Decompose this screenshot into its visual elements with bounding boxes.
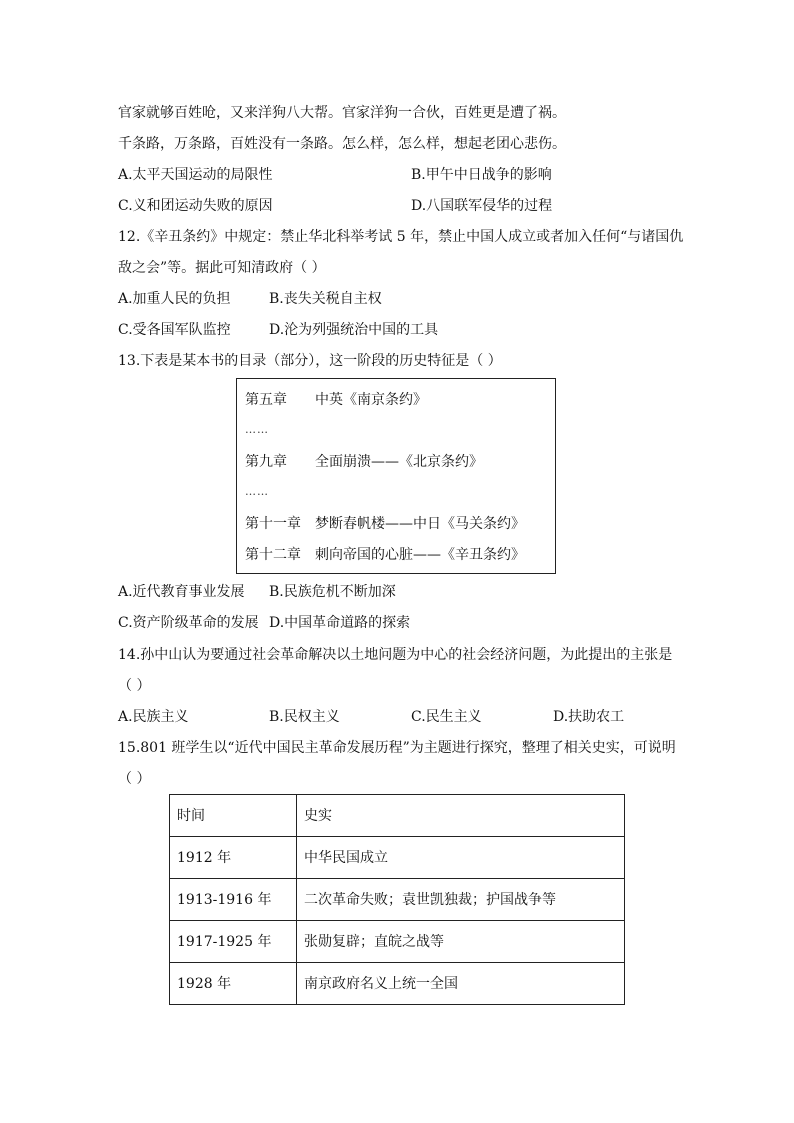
history-table xyxy=(169,794,625,1005)
q14-answer-blank: （ ） xyxy=(118,678,151,694)
q14-option-a: A.民族主义 xyxy=(118,709,189,725)
q13-option-d: D.中国革命道路的探索 xyxy=(269,615,411,631)
q13-option-c: C.资产阶级革命的发展 xyxy=(118,615,259,631)
q14-option-c: C.民生主义 xyxy=(411,709,482,725)
table-row xyxy=(170,879,625,921)
table-header-row xyxy=(170,795,625,837)
q12-option-a: A.加重人民的负担 xyxy=(118,291,231,307)
table-cell-time: 1913-1916 年 xyxy=(170,879,297,921)
table-row xyxy=(170,837,625,879)
toc-chapter: 第五章 xyxy=(245,392,287,408)
q12-option-c: C.受各国军队监控 xyxy=(118,322,231,338)
table-cell-fact: 张勋复辟；直皖之战等 xyxy=(297,921,625,963)
toc-ellipsis: …… xyxy=(245,423,269,436)
table-cell-time: 1912 年 xyxy=(170,837,297,879)
table-cell-fact: 南京政府名义上统一全国 xyxy=(297,963,625,1005)
q14-option-b: B.民权主义 xyxy=(269,709,340,725)
q12-option-d: D.沦为列强统治中国的工具 xyxy=(269,322,439,338)
song-line-2: 千条路，万条路，百姓没有一条路。怎么样，怎么样，想起老团心悲伤。 xyxy=(118,136,566,152)
table-cell-time: 1928 年 xyxy=(170,963,297,1005)
q12-stem-line-1: 12.《辛丑条约》中规定：禁止华北科举考试 5 年，禁止中国人成立或者加入任何“与诸国仇 xyxy=(118,229,684,245)
table-of-contents-box xyxy=(236,378,556,574)
table-row xyxy=(170,963,625,1005)
q11-option-c: C.义和团运动失败的原因 xyxy=(118,198,273,214)
q14-option-d: D.扶助农工 xyxy=(553,709,625,725)
toc-row xyxy=(245,391,427,409)
q15-answer-blank: （ ） xyxy=(118,771,151,787)
song-line-1: 官家就够百姓呛，又来洋狗八大帮。官家洋狗一合伙，百姓更是遭了祸。 xyxy=(118,105,566,121)
q14-stem: 14.孙中山认为要通过社会革命解决以土地问题为中心的社会经济问题，为此提出的主张是 xyxy=(118,647,673,663)
toc-chapter: 第十二章 xyxy=(245,547,301,563)
toc-chapter: 第十一章 xyxy=(245,516,301,532)
table-cell-fact: 中华民国成立 xyxy=(297,837,625,879)
toc-row xyxy=(245,515,525,533)
toc-row xyxy=(245,453,483,471)
q11-option-a: A.太平天国运动的局限性 xyxy=(118,167,273,183)
q11-option-d: D.八国联军侵华的过程 xyxy=(411,198,553,214)
table-header-fact: 史实 xyxy=(297,795,625,837)
toc-ellipsis: …… xyxy=(245,485,269,498)
toc-row xyxy=(245,546,525,564)
table-cell-time: 1917-1925 年 xyxy=(170,921,297,963)
toc-title: 刺向帝国的心脏——《辛丑条约》 xyxy=(315,547,525,563)
table-cell-fact: 二次革命失败；袁世凯独裁；护国战争等 xyxy=(297,879,625,921)
q12-stem-line-2: 敌之会”等。据此可知清政府（ ） xyxy=(118,260,326,276)
table-row xyxy=(170,921,625,963)
q13-stem: 13.下表是某本书的目录（部分），这一阶段的历史特征是（ ） xyxy=(118,353,502,369)
q15-stem: 15.801 班学生以“近代中国民主革命发展历程”为主题进行探究，整理了相关史实，可说明 xyxy=(118,740,676,756)
table-header-time: 时间 xyxy=(170,795,297,837)
toc-title: 全面崩溃——《北京条约》 xyxy=(315,454,483,470)
q11-option-b: B.甲午中日战争的影响 xyxy=(411,167,552,183)
toc-title: 中英《南京条约》 xyxy=(315,392,427,408)
q13-option-a: A.近代教育事业发展 xyxy=(118,584,245,600)
toc-title: 梦断春帆楼——中日《马关条约》 xyxy=(315,516,525,532)
toc-chapter: 第九章 xyxy=(245,454,287,470)
q13-option-b: B.民族危机不断加深 xyxy=(269,584,396,600)
q12-option-b: B.丧失关税自主权 xyxy=(269,291,382,307)
